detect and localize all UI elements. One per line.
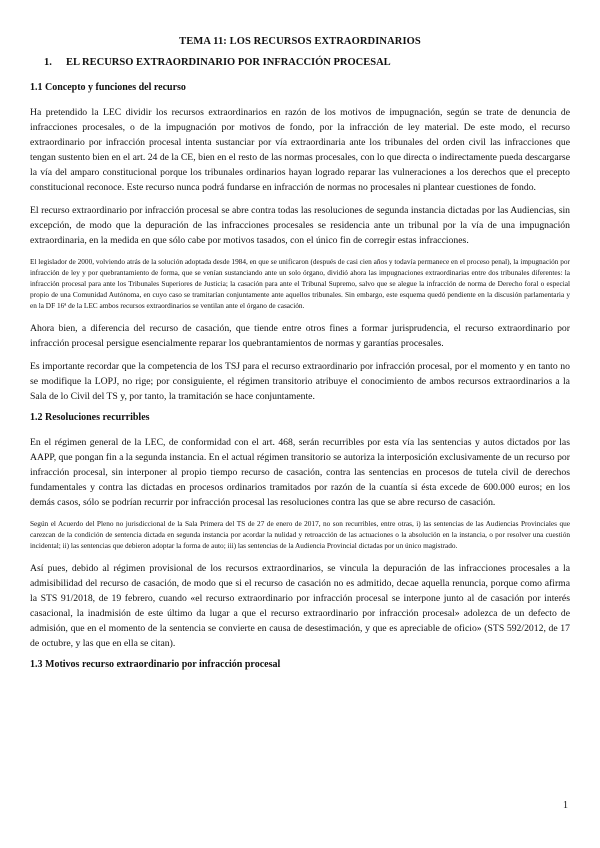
paragraph: Así pues, debido al régimen provisional de los recursos extraordinarios, se vincula la depuración de las infracciones procesales a la admisibilidad del recurso de casación, de modo que si el recurso de casación no es admitido, decae aquella renuncia, porque como afirma la STS 91/2018, de 19 febrero, cuando «el recurso extraordinario por infracción procesal se interpone junto al de casación por interés casacional, la inadmisión de este último da lugar a que el recurso extraordinario por infracción procesal» adolezca de un defecto de admisión, que en el momento de la sentencia se convierte en causa de desestimación, y que es apreciable de oficio» (STS 592/2012, de 17 de octubre, y las que en ella se citan).	[30, 563, 570, 649]
paragraph: Ha pretendido la LEC dividir los recursos extraordinarios en razón de los motivos de impugnación, según se trate de denuncia de infracciones procesales, o de la impugnación por motivos de fondo, por la infracción de ley material. De este modo, el recurso extraordinario por infracción procesal intenta sustanciar por vía extraordinaria ante los tribunales del orden civil las infracciones que tengan sustento bien en el art. 24 de la CE, bien en el resto de las normas procesales, con lo que directa o indirectamente pueda descargarse la vía del amparo constitucional porque los tribunales ordinarios hayan logrado reparar las vulneraciones a los derechos que el precepto constitucional reconoce. Este recurso nunca podrá fundarse en infracción de normas no procesales ni plantear cuestiones de fondo.	[30, 107, 570, 193]
paragraph: Es importante recordar que la competencia de los TSJ para el recurso extraordinario por infracción procesal, por el momento y en tanto no se modifique la LOPJ, no rige; por consiguiente, el régimen transitorio atribuye el conocimiento de ambos recursos extraordinarios a la Sala de lo Civil del TS y, por tanto, la tramitación se hace conjuntamente.	[30, 361, 570, 402]
paragraph: El recurso extraordinario por infracción procesal se abre contra todas las resoluciones de segunda instancia dictadas por las Audiencias, sin excepción, de modo que la depuración de las infracciones procesales se residencia ante un tribunal por la vía de una impugnación extraordinaria, en la medida en que sólo cabe por motivos tasados, con el único fin de corregir estas infracciones.	[30, 205, 570, 246]
topic-title: TEMA 11: LOS RECURSOS EXTRAORDINARIOS	[179, 36, 421, 47]
note-paragraph: El legislador de 2000, volviendo atrás de la solución adoptada desde 1984, en que se unificaron (después de casi cien años y todavía permanece en el proceso penal), la impugnación por infracción de ley y por quebrantamiento de forma, que se venían sustanciando ante un solo órgano, dividió ahora las impugnaciones extraordinarias entre dos tribunales diferentes: la infracción procesal para ante los Tribunales Superiores de Justicia; la casación para ante el Tribunal Supremo, salvo que se alegue la infracción de norma de Derecho foral o especial propio de una Comunidad Autónoma, en cuyo caso se tramitarían conjuntamente ante aquellos tribunales. Sin embargo, este esquema quedó pendiente en la discusión parlamentaria y en la DF 16ª de la LEC ambos recursos extraordinarios se ventilan ante el órgano de casación.	[30, 257, 570, 310]
note-paragraph: Según el Acuerdo del Pleno no jurisdiccional de la Sala Primera del TS de 27 de enero de 2017, no son recurribles, entre otras, i) las sentencias de las Audiencias Provinciales que carezcan de la condición de sentencia dictada en segunda instancia por acordar la nulidad y retroacción de las actuaciones o la absolución en la instancia, o por resolver una cuestión incidental; ii) las sentencias que debieron adoptar la forma de auto; iii) las sentencias de la Audiencia Provincial dictadas por un único magistrado.	[30, 519, 570, 550]
paragraph: En el régimen general de la LEC, de conformidad con el art. 468, serán recurribles por esta vía las sentencias y autos dictados por las AAPP, que pongan fin a la segunda instancia. En el actual régimen transitorio se autoriza la interposición exclusivamente de un recurso por infracción procesal, sin interponer al propio tiempo recurso de casación, contra las sentencias en procesos de tutela civil de derechos fundamentales y contra las dictadas en procesos ordinarios tramitados por razón de la cuantía si ésta excede de 600.000 euros; en los demás casos, sólo se podrían recurrir por infracción procesal las resoluciones contra las que se abre recurso de casación.	[30, 437, 570, 508]
page-number: 1	[563, 800, 568, 811]
page-content	[30, 36, 570, 682]
subsection-heading-1: 1.1 Concepto y funciones del recurso	[30, 82, 186, 93]
section-title	[30, 57, 570, 68]
section-number: 1.	[44, 57, 52, 68]
subsection-heading-2: 1.2 Resoluciones recurribles	[30, 412, 150, 423]
paragraph: Ahora bien, a diferencia del recurso de casación, que tiende entre otros fines a formar jurisprudencia, el recurso extraordinario por infracción procesal persigue esencialmente reparar los quebrantamientos de normas y garantías procesales.	[30, 323, 570, 349]
subsection-heading-3: 1.3 Motivos recurso extraordinario por infracción procesal	[30, 659, 281, 670]
section-title-text: EL RECURSO EXTRAORDINARIO POR INFRACCIÓN PROCESAL	[66, 57, 391, 68]
